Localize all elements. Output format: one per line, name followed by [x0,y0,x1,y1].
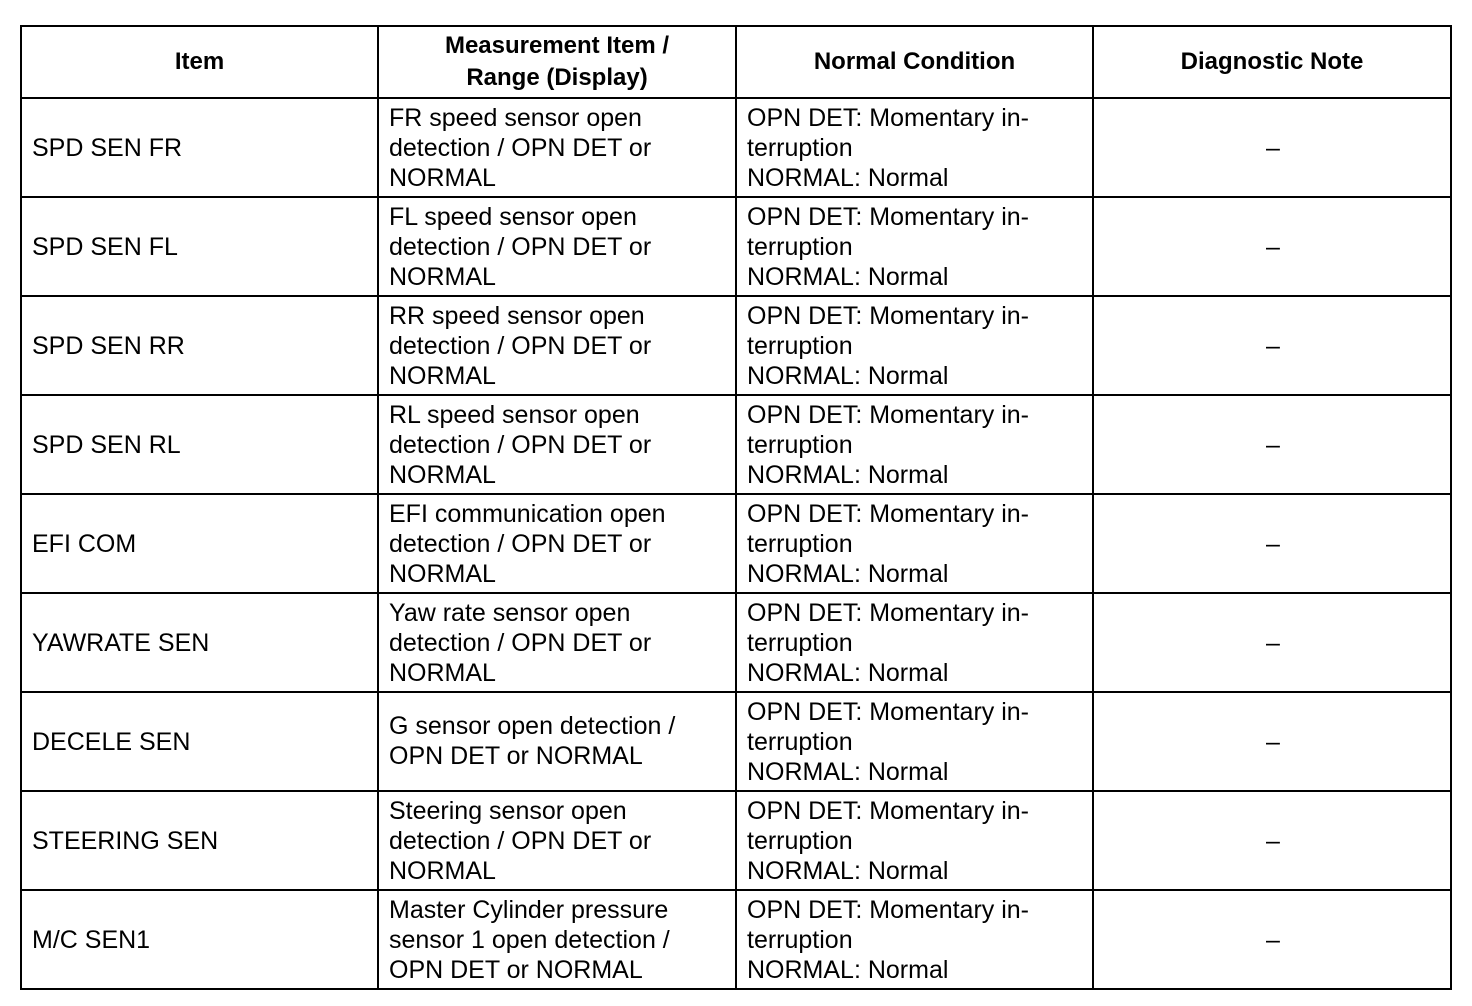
measurement-line: OPN DET or NORMAL [389,955,643,984]
measurement-line: Yaw rate sensor open [389,598,631,627]
item-cell: YAWRATE SEN [21,593,378,692]
note-cell: – [1093,296,1451,395]
header-measurement-line1: Measurement Item / [444,32,670,59]
condition-line: terruption [747,331,853,360]
condition-line: NORMAL: Normal [747,559,949,588]
condition-line: OPN DET: Momentary in- [747,697,1030,726]
note-cell: – [1093,593,1451,692]
table-row [21,197,1451,296]
measurement-cell [378,98,736,197]
table-row [21,791,1451,890]
condition-line: NORMAL: Normal [747,658,949,687]
item-cell: SPD SEN RL [21,395,378,494]
condition-cell [736,494,1093,593]
measurement-line: RL speed sensor open [389,400,640,429]
measurement-cell [378,296,736,395]
table-header [21,26,1451,98]
measurement-cell [378,692,736,791]
measurement-line: RR speed sensor open [389,301,645,330]
note-cell: – [1093,494,1451,593]
condition-line: terruption [747,232,853,261]
condition-line: OPN DET: Momentary in- [747,499,1030,528]
measurement-line: Steering sensor open [389,796,627,825]
measurement-line: NORMAL [389,262,496,291]
condition-line: terruption [747,133,853,162]
note-cell: – [1093,98,1451,197]
condition-line: NORMAL: Normal [747,163,949,192]
table-row [21,494,1451,593]
condition-cell [736,197,1093,296]
table-row [21,395,1451,494]
condition-line: OPN DET: Momentary in- [747,895,1030,924]
condition-line: NORMAL: Normal [747,856,949,885]
data-list-table [20,25,1452,990]
measurement-line: NORMAL [389,163,496,192]
condition-cell [736,98,1093,197]
measurement-line: detection / OPN DET or [389,232,652,261]
condition-line: OPN DET: Momentary in- [747,598,1030,627]
measurement-line: detection / OPN DET or [389,826,652,855]
measurement-cell [378,395,736,494]
header-diagnostic-note: Diagnostic Note [1093,26,1451,98]
condition-cell [736,593,1093,692]
item-cell: DECELE SEN [21,692,378,791]
condition-line: NORMAL: Normal [747,262,949,291]
measurement-cell [378,197,736,296]
note-cell: – [1093,890,1451,989]
measurement-line: NORMAL [389,361,496,390]
measurement-line: NORMAL [389,856,496,885]
condition-line: terruption [747,430,853,459]
condition-line: NORMAL: Normal [747,757,949,786]
table-row [21,692,1451,791]
condition-line: NORMAL: Normal [747,361,949,390]
condition-line: OPN DET: Momentary in- [747,400,1030,429]
header-normal-condition: Normal Condition [736,26,1093,98]
measurement-line: detection / OPN DET or [389,430,652,459]
header-measurement [378,26,736,98]
condition-line: NORMAL: Normal [747,460,949,489]
condition-line: OPN DET: Momentary in- [747,796,1030,825]
measurement-line: detection / OPN DET or [389,133,652,162]
measurement-line: OPN DET or NORMAL [389,742,643,770]
measurement-line: G sensor open detection / [389,712,676,740]
measurement-line: NORMAL [389,460,496,489]
measurement-cell [378,890,736,989]
condition-cell [736,890,1093,989]
measurement-cell [378,494,736,593]
note-cell: – [1093,791,1451,890]
measurement-line: detection / OPN DET or [389,529,652,558]
condition-line: OPN DET: Momentary in- [747,103,1030,132]
measurement-line: sensor 1 open detection / [389,925,670,954]
condition-line: terruption [747,628,853,657]
condition-line: terruption [747,826,853,855]
item-cell: EFI COM [21,494,378,593]
measurement-line: FL speed sensor open [389,202,637,231]
note-cell: – [1093,197,1451,296]
item-cell: STEERING SEN [21,791,378,890]
note-cell: – [1093,692,1451,791]
measurement-line: detection / OPN DET or [389,331,652,360]
item-cell: SPD SEN FL [21,197,378,296]
measurement-cell [378,593,736,692]
table-row [21,593,1451,692]
item-cell: SPD SEN FR [21,98,378,197]
condition-line: terruption [747,529,853,558]
condition-line: OPN DET: Momentary in- [747,202,1030,231]
table-row [21,98,1451,197]
condition-line: OPN DET: Momentary in- [747,301,1030,330]
note-cell: – [1093,395,1451,494]
condition-line: NORMAL: Normal [747,955,949,984]
condition-cell [736,791,1093,890]
measurement-line: NORMAL [389,559,496,588]
table-row [21,890,1451,989]
measurement-line: NORMAL [389,658,496,687]
measurement-line: EFI communication open [389,499,666,528]
condition-cell [736,692,1093,791]
header-row [21,26,1451,98]
condition-line: terruption [747,727,853,756]
condition-cell [736,395,1093,494]
measurement-cell [378,791,736,890]
header-item: Item [21,26,378,98]
measurement-line: Master Cylinder pressure [389,895,669,924]
item-cell: M/C SEN1 [21,890,378,989]
table-row [21,296,1451,395]
item-cell: SPD SEN RR [21,296,378,395]
measurement-line: FR speed sensor open [389,103,642,132]
condition-line: terruption [747,925,853,954]
header-measurement-line2: Range (Display) [466,64,648,91]
condition-cell [736,296,1093,395]
measurement-line: detection / OPN DET or [389,628,652,657]
table-body [21,98,1451,989]
